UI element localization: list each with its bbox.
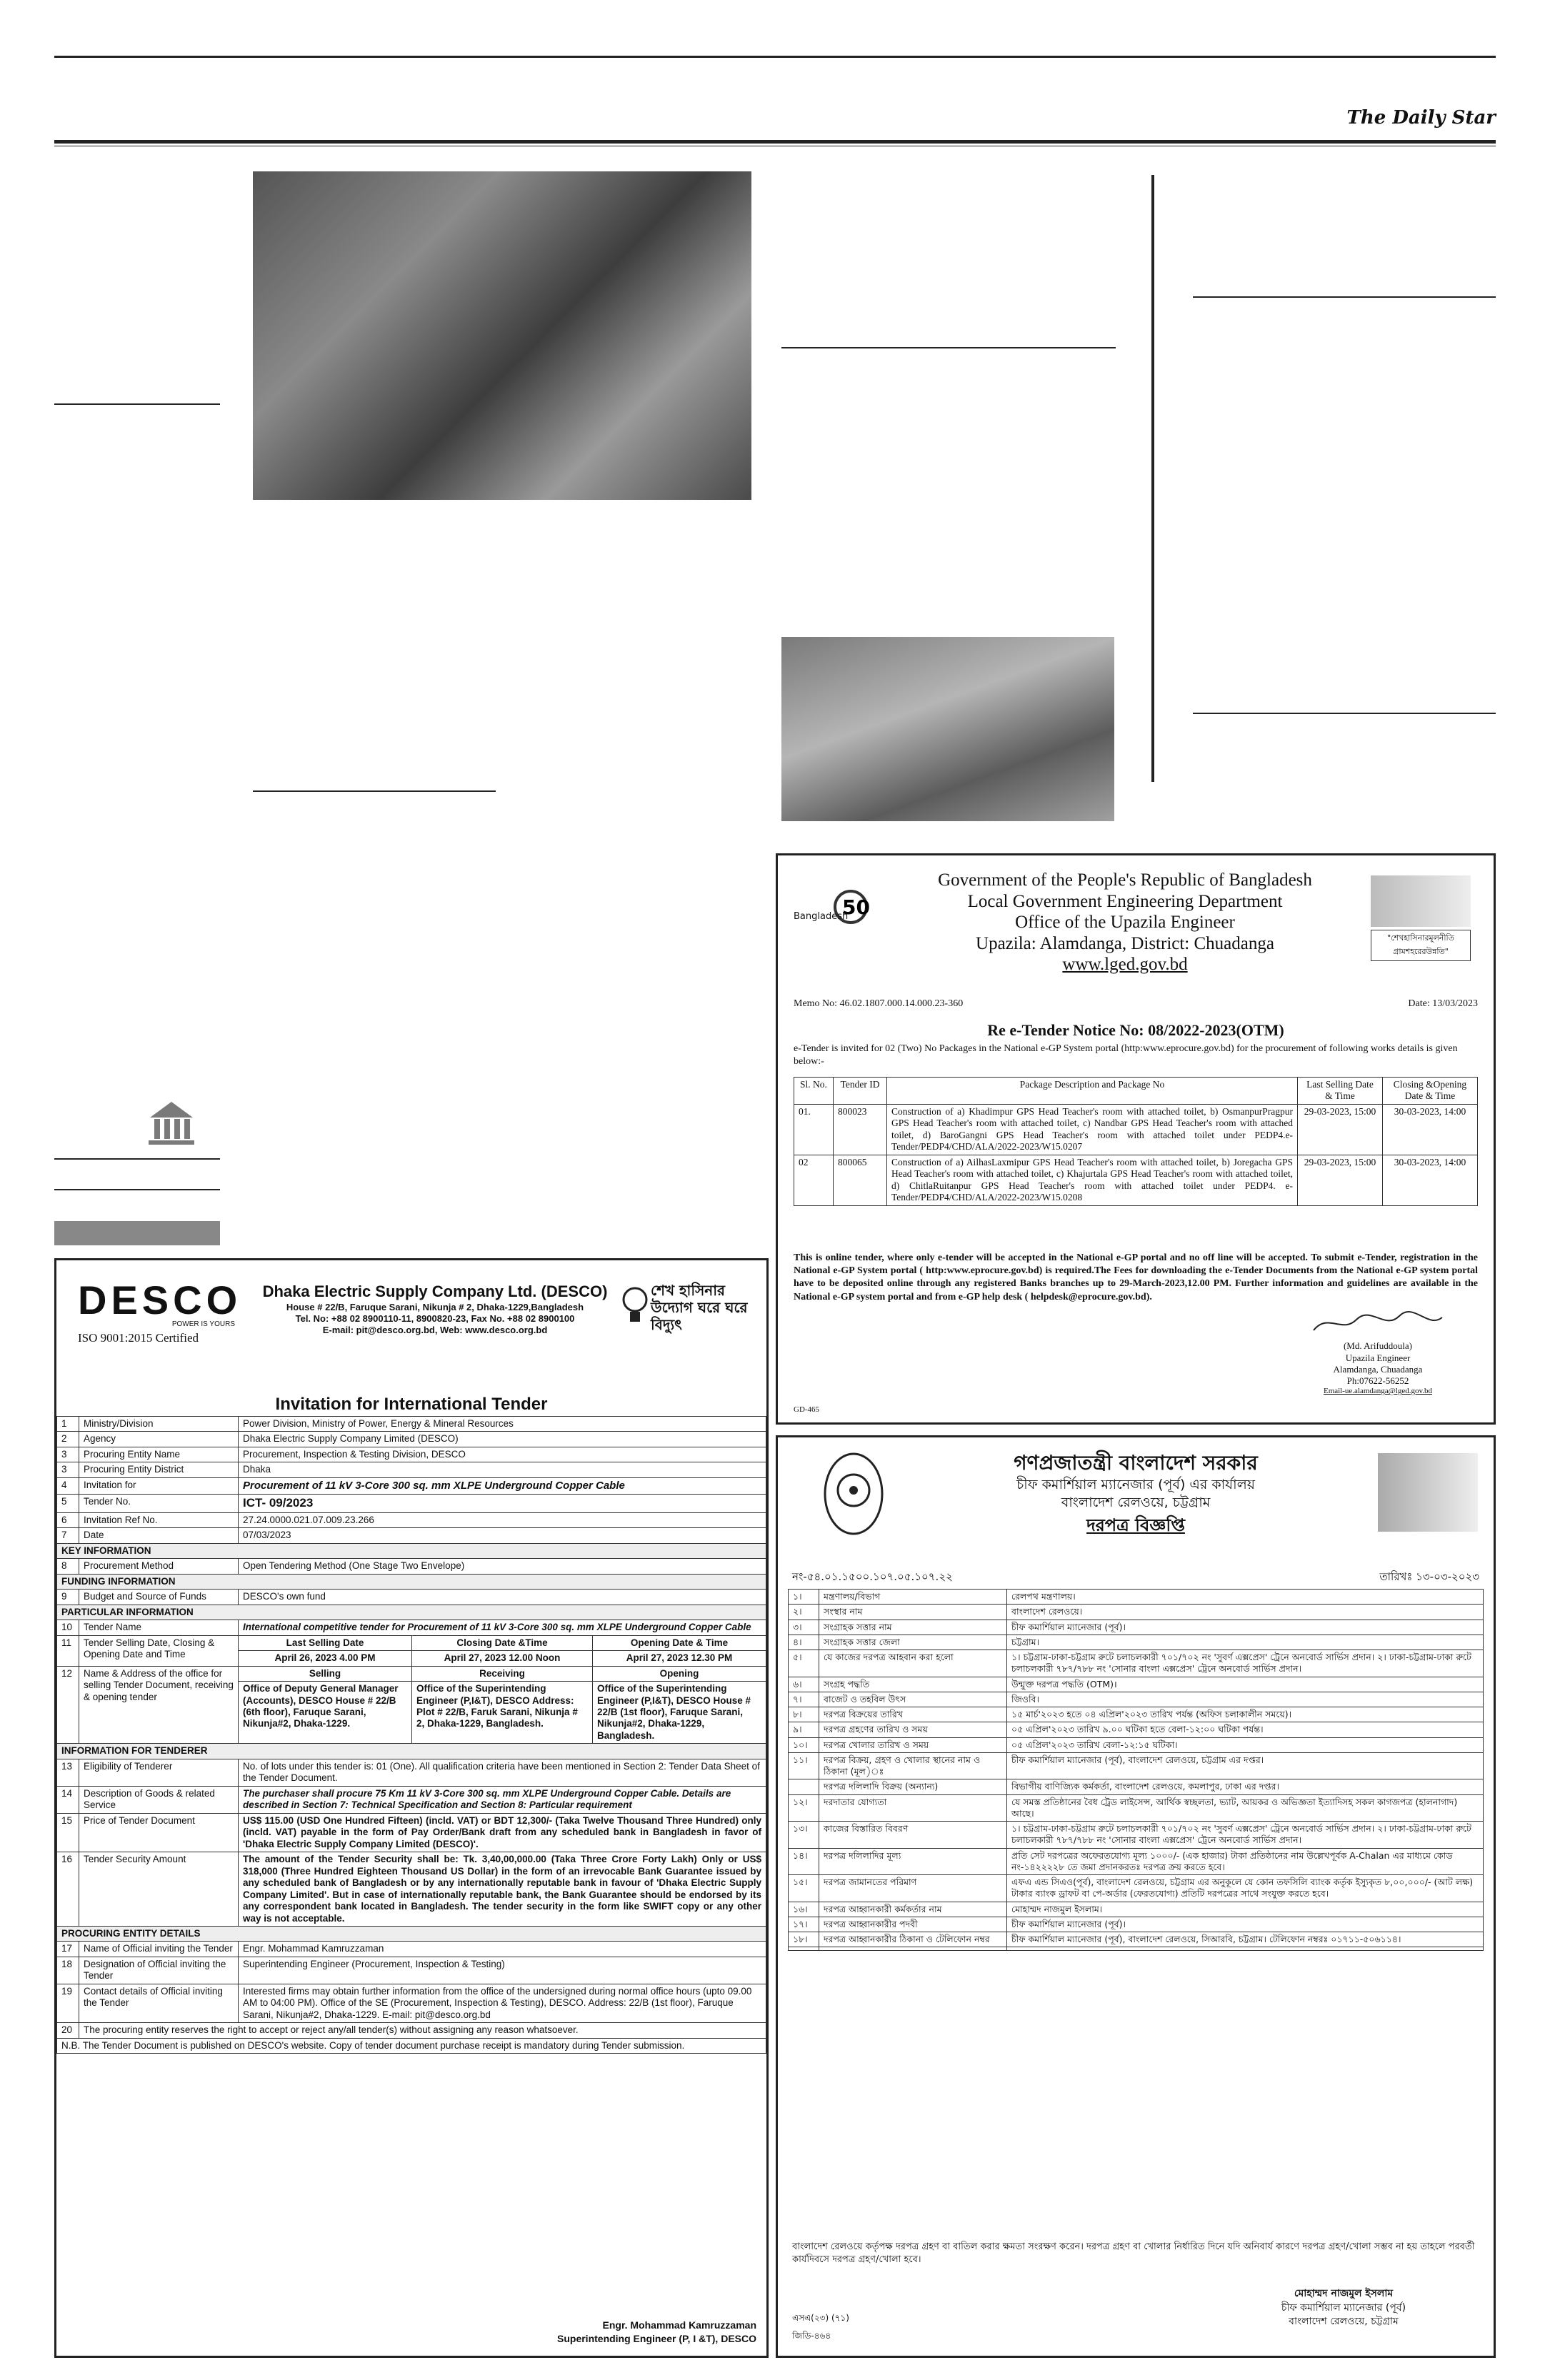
table-row	[57, 2023, 766, 2038]
desco-key: Invitation Ref No.	[79, 1512, 239, 1527]
railway-num: ৫।	[789, 1650, 819, 1677]
lged-sign-phone: Ph:07622-56252	[1346, 1375, 1409, 1386]
news-photo-accident	[253, 171, 751, 500]
railway-val: ১। চট্টগ্রাম-ঢাকা-চট্টগ্রাম রুটে চলাচলকারী ৭০১/৭০২ নং 'সুবর্ণ এক্সপ্রেস' ট্রেনে অনবোর্ড সার্ভিস প্রদান। ২। ঢাকা-চট্টগ্রাম-ঢাকা রুটে চলাচলকারী ৭৮৭/৭৮৮ নং 'সোনার বাংলা এক্সপ্রেস' ট্রেনে অনবোর্ড সার্ভিস প্রদান।	[1007, 1822, 1484, 1849]
table-row	[789, 1822, 1484, 1849]
desco-bulb-icon	[621, 1282, 649, 1332]
desco-logo-text: DESCO	[78, 1277, 242, 1322]
desco-key: Tender Security Amount	[79, 1852, 239, 1927]
railway-num: ৭।	[789, 1692, 819, 1707]
desco-val: The purchaser shall procure 75 Km 11 kV 3-Core 300 sq. mm XLPE Underground Copper Cable. Details are described in Section 7: Technical Specification and Section 8: Particular requirement	[239, 1786, 766, 1813]
desco-val: International competitive tender for Procurement of 11 kV 3-Core 300 sq. mm XLPE Underground Copper Cable	[239, 1620, 766, 1635]
railway-table	[788, 1589, 1484, 1951]
railway-key: সংগ্রাহক সত্তার নাম	[819, 1620, 1007, 1635]
railway-address: বাংলাদেশ রেলওয়ে, চট্টগ্রাম	[1061, 1495, 1211, 1511]
column-separator	[1193, 713, 1496, 714]
table-row	[57, 1495, 766, 1513]
railway-portrait	[1378, 1453, 1478, 1532]
lged-sign-title: Upazila Engineer	[1345, 1352, 1411, 1363]
railway-num: ১৭।	[789, 1917, 819, 1932]
lged-memo: Memo No: 46.02.1807.000.14.000.23-360	[794, 998, 964, 1009]
desco-key: Budget and Source of Funds	[79, 1590, 239, 1605]
railway-val: প্রতি সেট দরপত্রের অফেরতযোগ্য মূল্য ১০০০/- (এক হাজার) টাকা প্রতিষ্ঠানের নাম উল্লেখপূর্বক A-Chalan এর মাধ্যমে কোড নং-১৪২২২২৮ তে জমা প্রদানকরতঃ দরপত্র ক্রয় করতে হবে।	[1007, 1848, 1484, 1875]
lged-th-sell: Last Selling Date & Time	[1298, 1078, 1383, 1105]
table-row	[57, 1957, 766, 1984]
desco-cell: Office of the Superintending Engineer (P,I&T), DESCO House # 22/B (1st floor), Faruque Sarani, Nikunja#2, Dhaka-1229, Bangladesh.	[593, 1682, 766, 1744]
table-row	[57, 1528, 766, 1543]
railway-emblem-icon	[818, 1447, 889, 1540]
railway-num: ১০।	[789, 1737, 819, 1752]
railway-key: কাজের বিস্তারিত বিবরণ	[819, 1822, 1007, 1849]
railway-key	[819, 1947, 1007, 1951]
desco-num: 3	[57, 1462, 79, 1477]
table-row	[57, 1813, 766, 1852]
railway-key: মন্ত্রণালয়/বিভাগ	[819, 1590, 1007, 1605]
railway-num: ১৩।	[789, 1822, 819, 1849]
lged-slogan: "শেখহাসিনারমূলনীতি গ্রামশহরেরউন্নতি"	[1371, 930, 1471, 961]
desco-val: Procurement, Inspection & Testing Division, DESCO	[239, 1447, 766, 1462]
desco-key: Tender No.	[79, 1495, 239, 1513]
column-separator	[54, 403, 220, 405]
table-row	[57, 1512, 766, 1527]
lged-intro: e-Tender is invited for 02 (Two) No Packages in the National e-GP System portal (http:www.eprocure.gov.bd) for the procurement of following works details is given below:-	[794, 1043, 1458, 1068]
railway-key: দরদাতার যোগ্যতা	[819, 1794, 1007, 1822]
railway-num: ১২।	[789, 1794, 819, 1822]
desco-val: No. of lots under this tender is: 01 (One). All qualification criteria have been mentioned in Section 2: Tender Data Sheet of the Tender Document.	[239, 1759, 766, 1786]
railway-val	[1007, 1947, 1484, 1951]
desco-num: 11	[57, 1635, 79, 1666]
desco-val: Open Tendering Method (One Stage Two Envelope)	[239, 1559, 766, 1574]
desco-cell: Office of the Superintending Engineer (P,I&T), DESCO Address: Plot # 22/B, Faruk Sarani, Nikunja # 2, Dhaka-1229, Bangladesh.	[412, 1682, 593, 1744]
desco-num: 6	[57, 1512, 79, 1527]
lged-footer: This is online tender, where only e-tender will be accepted in the National e-GP portal and no off line will be accepted. To submit e-Tender, registration in the National e-GP System portal ( http:www.eprocure.gov.bd) is required.The Fees for downloading the e-Tender Documents from the National e-GP system portal have to be deposited online through any registered Banks branches up to 29-March-2023,12.00 PM. Further information and guidelines are available in the National e-GP system portal and from e-GP help desk ( helpdesk@eprocure.gov.bd).	[794, 1252, 1478, 1302]
railway-val: এফএ এন্ড সিএও(পূর্ব), বাংলাদেশ রেলওয়ে, চট্টগ্রাম এর অনুকূলে যে কোন তফসিলি ব্যাংক কর্তৃক ইস্যুকৃত ৮,০০,০০০/- (আট লক্ষ) টাকার ব্যাংক ড্রাফট বা পে-অর্ডার (ফেরতযোগ্য) প্রতিটি দরপত্রের সাথে সংযুক্ত করতে হবে।	[1007, 1875, 1484, 1902]
railway-key: সংস্থার নাম	[819, 1605, 1007, 1620]
table-row	[794, 1104, 1478, 1155]
desco-key: Invitation for	[79, 1477, 239, 1494]
railway-title: দরপত্র বিজ্ঞপ্তি	[1086, 1515, 1185, 1535]
table-row	[57, 1635, 766, 1650]
desco-sign-title: Superintending Engineer (P, I &T), DESCO	[557, 2333, 756, 2345]
railway-office: চীফ কমার্শিয়াল ম্যানেজার (পূর্ব) এর কার্যালয়	[1016, 1477, 1255, 1493]
table-row	[789, 1875, 1484, 1902]
railway-val: চীফ কমার্শিয়াল ম্যানেজার (পূর্ব), বাংলাদেশ রেলওয়ে, সিআরবি, চট্টগ্রাম। টেলিফোন নম্বরঃ ০১৭১১-৫০৬১১৪।	[1007, 1932, 1484, 1947]
desco-num: 9	[57, 1590, 79, 1605]
lged-gov: Government of the People's Republic of Bangladesh	[938, 870, 1312, 890]
column-separator	[253, 790, 496, 792]
desco-key: Name of Official inviting the Tender	[79, 1942, 239, 1957]
desco-key: Procuring Entity Name	[79, 1447, 239, 1462]
lged-cell: 29-03-2023, 15:00	[1298, 1155, 1383, 1205]
desco-sign-name: Engr. Mohammad Kamruzzaman	[602, 2319, 756, 2331]
table-row	[57, 1620, 766, 1635]
railway-val: ১। চট্টগ্রাম-ঢাকা-চট্টগ্রাম রুটে চলাচলকারী ৭০১/৭০২ নং 'সুবর্ণ এক্সপ্রেস' ট্রেনে অনবোর্ড সার্ভিস প্রদান। ২। ঢাকা-চট্টগ্রাম-ঢাকা রুটে চলাচলকারী ৭৮৭/৭৮৮ নং 'সোনার বাংলা এক্সপ্রেস' ট্রেনে অনবোর্ড সার্ভিস প্রদান।	[1007, 1650, 1484, 1677]
railway-val: চট্টগ্রাম।	[1007, 1635, 1484, 1650]
desco-cell: April 27, 2023 12.00 Noon	[412, 1651, 593, 1666]
lged-cell: 800065	[834, 1155, 887, 1205]
table-row	[789, 1620, 1484, 1635]
table-row	[57, 1590, 766, 1605]
lged-th-desc: Package Description and Package No	[887, 1078, 1298, 1105]
lged-sign-place: Alamdanga, Chuadanga	[1333, 1363, 1423, 1375]
table-row	[57, 1786, 766, 1813]
railway-val: চীফ কমার্শিয়াল ম্যানেজার (পূর্ব), বাংলাদেশ রেলওয়ে, চট্টগ্রাম এর দপ্তর।	[1007, 1752, 1484, 1779]
railway-num: ১।	[789, 1590, 819, 1605]
column-separator	[1193, 296, 1496, 298]
railway-code2: জিডি-৪৬৪	[792, 2331, 831, 2341]
desco-num: 16	[57, 1852, 79, 1927]
desco-val: 07/03/2023	[239, 1528, 766, 1543]
table-row	[789, 1722, 1484, 1737]
railway-key: দরপত্র বিক্রয়, গ্রহণ ও খোলার স্থানের নাম ও ঠিকানা (মূল)ঃ	[819, 1752, 1007, 1779]
desco-name: Dhaka Electric Supply Company Ltd. (DESCO)	[262, 1282, 608, 1300]
railway-key: সংগ্রাহক সত্তার জেলা	[819, 1635, 1007, 1650]
railway-key: যে কাজের দরপত্র আহবান করা হলো	[819, 1650, 1007, 1677]
railway-key: বাজেট ও তহবিল উৎস	[819, 1692, 1007, 1707]
desco-email: E-mail: pit@desco.org.bd, Web: www.desco.org.bd	[322, 1325, 548, 1335]
desco-key: Price of Tender Document	[79, 1813, 239, 1852]
lged-dept: Local Government Engineering Department	[967, 891, 1283, 911]
grey-bar	[54, 1221, 220, 1245]
lged-cell: 01.	[794, 1104, 834, 1155]
bank-logo-icon	[143, 1096, 200, 1153]
lged-cell: 02	[794, 1155, 834, 1205]
desco-key: Tender Selling Date, Closing & Opening Date and Time	[79, 1635, 239, 1666]
column-separator	[781, 347, 1116, 348]
desco-num: 15	[57, 1813, 79, 1852]
desco-tender-ad	[54, 1258, 769, 2358]
railway-num: ১৮।	[789, 1932, 819, 1947]
desco-section: INFORMATION FOR TENDERER	[57, 1744, 766, 1759]
desco-signature	[557, 2319, 756, 2346]
desco-num: 13	[57, 1759, 79, 1786]
desco-logo	[78, 1277, 249, 1345]
desco-num: 17	[57, 1942, 79, 1957]
lged-table	[794, 1077, 1478, 1206]
railway-val: জিওবি।	[1007, 1692, 1484, 1707]
top-rule	[54, 56, 1496, 58]
railway-memo: নং-৫৪.০১.১৫০০.১০৭.০৫.১০৭.২২	[792, 1570, 953, 1583]
lged-cell: 30-03-2023, 14:00	[1383, 1104, 1478, 1155]
desco-cell: Office of Deputy General Manager (Accounts), DESCO House # 22/B (6th floor), Faruque Sarani, Nikunja#2, Dhaka-1229.	[239, 1682, 412, 1744]
railway-val: উন্মুক্ত দরপত্র পদ্ধতি (OTM)।	[1007, 1677, 1484, 1692]
railway-val: ০৫ এপ্রিল'২০২৩ তারিখ ৯.০০ ঘটিকা হতে বেলা-১২:০০ ঘটিকা পর্যন্ত।	[1007, 1722, 1484, 1737]
desco-key: Procuring Entity District	[79, 1462, 239, 1477]
table-row	[57, 1462, 766, 1477]
railway-num: ১৪।	[789, 1848, 819, 1875]
table-row	[789, 1752, 1484, 1779]
railway-signature	[1215, 2287, 1472, 2329]
table-row	[789, 1779, 1484, 1794]
railway-val: রেলপথ মন্ত্রণালয়।	[1007, 1590, 1484, 1605]
desco-subhead: Opening Date & Time	[593, 1635, 766, 1650]
lged-th-open: Closing &Opening Date & Time	[1383, 1078, 1478, 1105]
desco-val: US$ 115.00 (USD One Hundred Fifteen) (incld. VAT) or BDT 12,300/- (Taka Twelve Thousand Three Hundred) only (incld. VAT) payable in the form of Pay Order/Bank draft from any scheduled bank in Bangladesh in favor of 'Dhaka Electric Supply Company Limited (DESCO)'.	[239, 1813, 766, 1852]
lged-title: Re e-Tender Notice No: 08/2022-2023(OTM)	[987, 1021, 1284, 1039]
lged-logo-caption: Bangladesh	[794, 911, 849, 922]
desco-val: ICT- 09/2023	[239, 1495, 766, 1513]
table-row	[789, 1605, 1484, 1620]
desco-num: 3	[57, 1447, 79, 1462]
railway-key: দরপত্র আহ্বানকারীর পদবী	[819, 1917, 1007, 1932]
railway-key: দরপত্র খোলার তারিখ ও সময়	[819, 1737, 1007, 1752]
desco-val: 27.24.0000.021.07.009.23.266	[239, 1512, 766, 1527]
table-row	[57, 1432, 766, 1447]
desco-cell: April 27, 2023 12.30 PM	[593, 1651, 766, 1666]
lged-logo	[794, 877, 872, 934]
railway-num: ১৬।	[789, 1902, 819, 1917]
desco-val: The amount of the Tender Security shall be: Tk. 3,40,00,000.00 (Taka Three Crore Forty Lakh) Only or US$ 318,000 (Three Hundred Eighteen Thousand US Dollar) in the form of an irrevocable Bank Guarantee issued by any scheduled bank of Bangladesh or by any internationally reputable bank in favour of 'Dhaka Electric Supply Company Limited'. But in case of internationally reputable bank, the Bank Guarantee should be endorsed by its any correspondent bank located in Bangladesh. The tender security in the form like SWIFT copy or any other way is not acceptable.	[239, 1852, 766, 1927]
railway-key: দরপত্র গ্রহণের তারিখ ও সময়	[819, 1722, 1007, 1737]
lged-cell: Construction of a) AilhasLaxmipur GPS Head Teacher's room with attached toilet, b) Joregacha GPS Head Teacher's room with attached toilet, c) Khajurtala GPS Head Teacher's room with attached toilet, d) ChitlaRuitanpur GPS Head Teacher's room with attached toilet under PEDP4. e-Tender/PEDP4/CHD/ALA/2022-2023/W15.0208	[887, 1155, 1298, 1205]
column-separator	[54, 1158, 220, 1160]
table-row	[789, 1650, 1484, 1677]
desco-key: Description of Goods & related Service	[79, 1786, 239, 1813]
desco-addr: House # 22/B, Faruque Sarani, Nikunja # 2, Dhaka-1229,Bangladesh	[286, 1301, 584, 1312]
lged-sign-name: (Md. Arifuddoula)	[1343, 1340, 1413, 1352]
desco-num: 12	[57, 1666, 79, 1744]
lged-date: Date: 13/03/2023	[1408, 998, 1478, 1009]
table-row	[789, 1848, 1484, 1875]
railway-key: দরপত্র জামানতের পরিমাণ	[819, 1875, 1007, 1902]
lged-portrait	[1371, 875, 1471, 927]
desco-key: Tender Name	[79, 1620, 239, 1635]
desco-key: Name & Address of the office for selling Tender Document, receiving & opening tender	[79, 1666, 239, 1744]
lged-sign-email: Email-ue.alamdanga@lged.gov.bd	[1323, 1387, 1433, 1396]
table-row	[789, 1737, 1484, 1752]
railway-val: ১৫ মার্চ'২০২৩ হতে ০৪ এপ্রিল'২০২৩ তারিখ পর্যন্ত (অফিস চলাকালীন সময়ে)।	[1007, 1707, 1484, 1722]
table-row	[57, 1477, 766, 1494]
desco-val: DESCO's own fund	[239, 1590, 766, 1605]
desco-key: Procurement Method	[79, 1559, 239, 1574]
desco-iso: ISO 9001:2015 Certified	[78, 1331, 199, 1345]
railway-num: ৯।	[789, 1722, 819, 1737]
desco-subhead: Selling	[239, 1666, 412, 1681]
railway-val: বিভাগীয় বাণিজ্যিক কর্মকর্তা, বাংলাদেশ রেলওয়ে, কমলাপুর, ঢাকা এর দপ্তর।	[1007, 1779, 1484, 1794]
lged-office: Office of the Upazila Engineer	[1015, 913, 1235, 932]
table-row	[789, 1947, 1484, 1951]
desco-key: Date	[79, 1528, 239, 1543]
table-row	[789, 1590, 1484, 1605]
railway-num: ২।	[789, 1605, 819, 1620]
svg-text:50: 50	[842, 895, 870, 919]
railway-num	[789, 1947, 819, 1951]
railway-key: দরপত্র আহ্বানকারীর ঠিকানা ও টেলিফোন নম্বর	[819, 1932, 1007, 1947]
desco-num: 5	[57, 1495, 79, 1513]
railway-date: তারিখঃ ১৩-০৩-২০২৩	[1379, 1570, 1479, 1583]
desco-num: 8	[57, 1559, 79, 1574]
desco-num: 7	[57, 1528, 79, 1543]
desco-section: KEY INFORMATION	[57, 1543, 766, 1558]
railway-val: ০৫ এপ্রিল'২০২৩ তারিখ বেলা-১২:১৫ ঘটিকা।	[1007, 1737, 1484, 1752]
railway-note: বাংলাদেশ রেলওয়ে কর্তৃপক্ষ দরপত্র গ্রহণ বা বাতিল করার ক্ষমতা সংরক্ষণ করেন। দরপত্র গ্রহণ বা খোলার নির্ধারিত দিনে যদি অনিবার্য কারণে দরপত্র গ্রহণ/খোলা সম্ভব না হয় তাহলে পরবর্তী কার্যদিবসে দরপত্র গ্রহণ/খোলা হবে।	[792, 2241, 1475, 2266]
signature-mark	[1306, 1309, 1449, 1337]
railway-num: ১১।	[789, 1752, 819, 1779]
railway-val: চীফ কমার্শিয়াল ম্যানেজার (পূর্ব)।	[1007, 1620, 1484, 1635]
railway-val: চীফ কমার্শিয়াল ম্যানেজার (পূর্ব)।	[1007, 1917, 1484, 1932]
desco-num: 1	[57, 1417, 79, 1432]
railway-num: ১৫।	[789, 1875, 819, 1902]
masthead-rule	[54, 140, 1496, 144]
railway-num: ৮।	[789, 1707, 819, 1722]
desco-num: 2	[57, 1432, 79, 1447]
lged-th-sl: Sl. No.	[794, 1078, 834, 1105]
desco-subhead: Closing Date &Time	[412, 1635, 593, 1650]
desco-table	[56, 1416, 766, 2054]
railway-num: ৬।	[789, 1677, 819, 1692]
desco-slogan: শেখ হাসিনার উদ্যোগ ঘরে ঘরে বিদ্যুৎ	[651, 1282, 748, 1333]
desco-val: Superintending Engineer (Procurement, Inspection & Testing)	[239, 1957, 766, 1984]
lged-website: www.lged.gov.bd	[1062, 955, 1188, 974]
railway-sign-title: চীফ কমার্শিয়াল ম্যানেজার (পূর্ব)	[1281, 2301, 1406, 2314]
news-photo-woman	[781, 637, 1114, 821]
table-row	[789, 1692, 1484, 1707]
lged-location: Upazila: Alamdanga, District: Chuadanga	[976, 933, 1274, 953]
desco-cell: April 26, 2023 4.00 PM	[239, 1651, 412, 1666]
desco-logo-sub: POWER IS YOURS	[171, 1320, 235, 1328]
table-row	[789, 1932, 1484, 1947]
railway-gov: গণপ্রজাতন্ত্রী বাংলাদেশ সরকার	[1014, 1451, 1258, 1475]
lged-gd: GD-465	[794, 1405, 820, 1414]
desco-tel: Tel. No: +88 02 8900110-11, 8900820-23, Fax No. +88 02 8900100	[295, 1312, 575, 1324]
railway-tender-ad	[776, 1435, 1496, 2358]
desco-val: Engr. Mohammad Kamruzzaman	[239, 1942, 766, 1957]
table-row	[789, 1635, 1484, 1650]
lged-cell: 29-03-2023, 15:00	[1298, 1104, 1383, 1155]
railway-num	[789, 1779, 819, 1794]
desco-val: Procurement of 11 kV 3-Core 300 sq. mm XLPE Underground Copper Cable	[239, 1477, 766, 1494]
lged-signature	[1278, 1309, 1478, 1397]
railway-key: দরপত্র দলিলাদির মূল্য	[819, 1848, 1007, 1875]
desco-nb: N.B. The Tender Document is published on DESCO's website. Copy of tender document purchase receipt is mandatory during Tender submission.	[57, 2038, 766, 2053]
railway-key: সংগ্রহ পদ্ধতি	[819, 1677, 1007, 1692]
desco-val: Power Division, Ministry of Power, Energy & Mineral Resources	[239, 1417, 766, 1432]
lged-cell: Construction of a) Khadimpur GPS Head Teacher's room with attached toilet, b) OsmanpurPragpur GPS Head Teacher's room with attached toilet, c) Nandbar GPS Head Teacher's room with attached toilet, d) BaroGangni GPS Head Teacher's room with attached toilet under PEDP4.e-Tender/PEDP4/CHD/ALA/2022-2023/W15.0207	[887, 1104, 1298, 1155]
table-row	[57, 1759, 766, 1786]
table-row	[789, 1917, 1484, 1932]
railway-num: ৩।	[789, 1620, 819, 1635]
table-row	[57, 1942, 766, 1957]
desco-key: Agency	[79, 1432, 239, 1447]
railway-num: ৪।	[789, 1635, 819, 1650]
desco-val: Interested firms may obtain further information from the office of the undersigned during normal office hours (upto 09.00 AM to 04:00 PM). Office of the SE (Procurement, Inspection & Testing), DESCO. Address: 22/B (1st floor), Faruque Sarani, Nikunja#2, Dhaka-1229. E-mail: pit@desco.org.bd	[239, 1984, 766, 2022]
table-row	[57, 1984, 766, 2022]
table-row	[57, 1447, 766, 1462]
lged-tender-ad	[776, 853, 1496, 1425]
railway-code1: এসএ(২৩) (৭১)	[792, 2313, 849, 2323]
desco-val: Dhaka	[239, 1462, 766, 1477]
desco-key: Ministry/Division	[79, 1417, 239, 1432]
railway-sign-name: মোহাম্মদ নাজমুল ইসলাম	[1294, 2288, 1394, 2299]
railway-key: দরপত্র বিক্রয়ের তারিখ	[819, 1707, 1007, 1722]
table-row	[789, 1794, 1484, 1822]
table-row	[57, 1417, 766, 1432]
railway-val: মোহাম্মদ নাজমুল ইসলাম।	[1007, 1902, 1484, 1917]
desco-title: Invitation for International Tender	[275, 1395, 548, 1414]
desco-num: 20	[57, 2023, 79, 2038]
table-row	[57, 1852, 766, 1927]
desco-key: Contact details of Official inviting the Tender	[79, 1984, 239, 2022]
table-row	[57, 1666, 766, 1681]
lged-th-id: Tender ID	[834, 1078, 887, 1105]
table-row	[789, 1707, 1484, 1722]
desco-num: 10	[57, 1620, 79, 1635]
railway-val: যে সমস্ত প্রতিষ্ঠানের বৈধ ট্রেড লাইসেন্স, আর্থিক স্বচ্ছলতা, ভ্যাট, আয়কর ও অভিজ্ঞতা ইত্যাদিসহ সকল কাগজপত্র (হালনাগাদ) আছে।	[1007, 1794, 1484, 1822]
railway-sign-address: বাংলাদেশ রেলওয়ে, চট্টগ্রাম	[1289, 2316, 1399, 2328]
desco-num: 19	[57, 1984, 79, 2022]
desco-key: Eligibility of Tenderer	[79, 1759, 239, 1786]
desco-num: 18	[57, 1957, 79, 1984]
paper-name: The Daily Star	[1346, 107, 1496, 129]
desco-val: The procuring entity reserves the right to accept or reject any/all tender(s) without assigning any reason whatsoever.	[79, 2023, 766, 2038]
desco-section: PROCURING ENTITY DETAILS	[57, 1926, 766, 1941]
railway-key: দরপত্র দলিলাদি বিক্রয় (অন্যান্য)	[819, 1779, 1007, 1794]
desco-section: FUNDING INFORMATION	[57, 1574, 766, 1589]
desco-section: PARTICULAR INFORMATION	[57, 1605, 766, 1620]
column-divider	[1151, 175, 1154, 782]
table-row	[794, 1155, 1478, 1205]
table-row	[789, 1677, 1484, 1692]
desco-subhead: Opening	[593, 1666, 766, 1681]
column-separator	[54, 1189, 220, 1190]
lged-cell: 30-03-2023, 14:00	[1383, 1155, 1478, 1205]
desco-val: Dhaka Electric Supply Company Limited (DESCO)	[239, 1432, 766, 1447]
lged-cell: 800023	[834, 1104, 887, 1155]
table-row	[57, 1559, 766, 1574]
desco-key: Designation of Official inviting the Tender	[79, 1957, 239, 1984]
desco-subhead: Receiving	[412, 1666, 593, 1681]
desco-num: 14	[57, 1786, 79, 1813]
desco-num: 4	[57, 1477, 79, 1494]
railway-key: দরপত্র আহ্বানকারী কর্মকর্তার নাম	[819, 1902, 1007, 1917]
table-row	[789, 1902, 1484, 1917]
railway-val: বাংলাদেশ রেলওয়ে।	[1007, 1605, 1484, 1620]
desco-subhead: Last Selling Date	[239, 1635, 412, 1650]
